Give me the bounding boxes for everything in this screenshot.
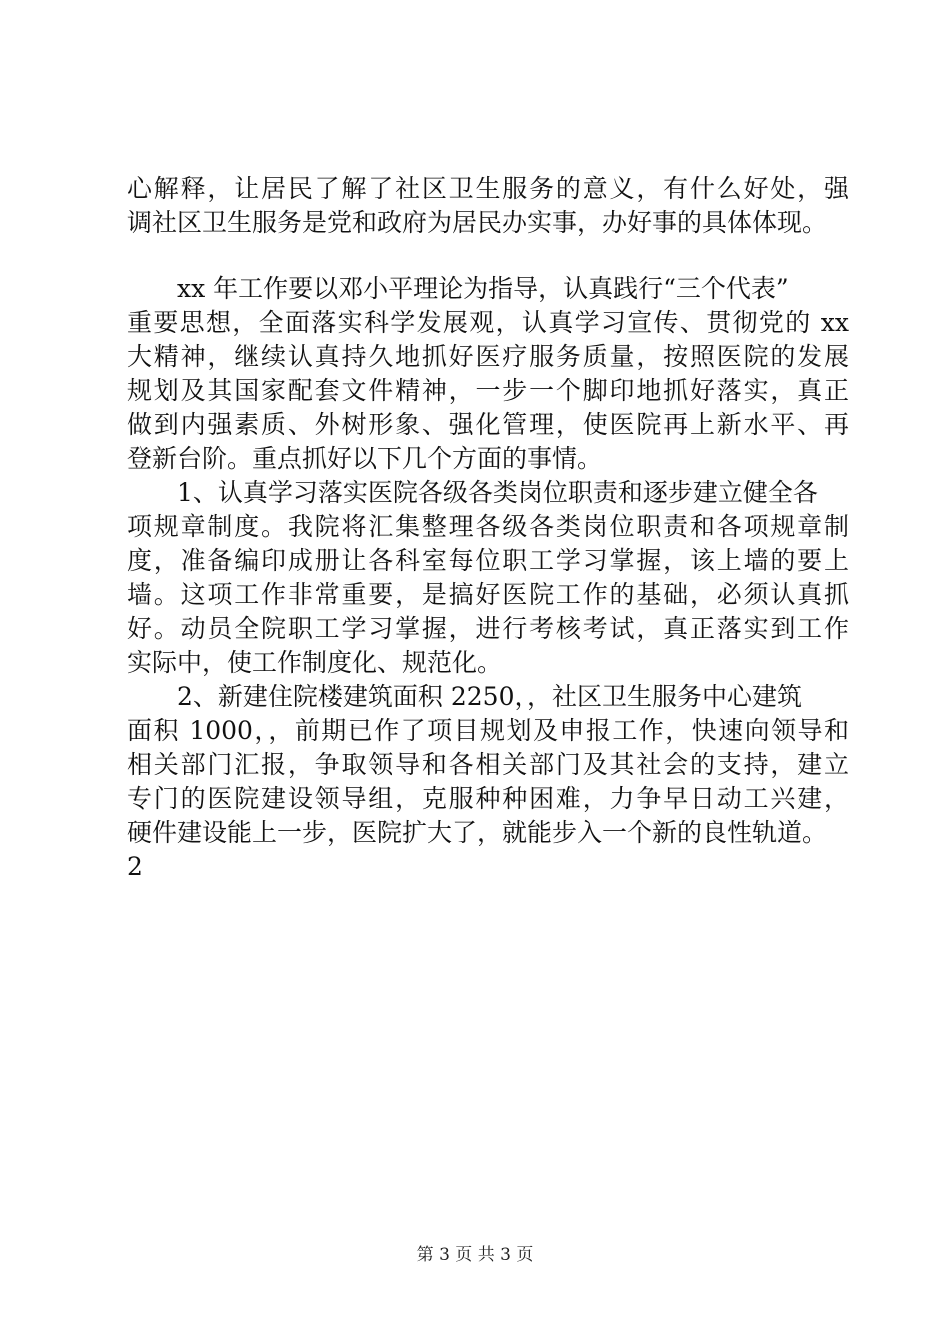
text-line: 硬件建设能上一步，医院扩大了，就能步入一个新的良性轨道。	[127, 818, 828, 847]
paragraph-3	[127, 476, 849, 680]
text-line: 相关部门汇报，争取领导和各相关部门及其社会的支持，建立	[127, 750, 849, 779]
page-footer: 第 3 页 共 3 页	[416, 1245, 534, 1265]
text-line: 规划及其国家配套文件精神，一步一个脚印地抓好落实，真正	[127, 376, 849, 405]
text-line: 度，准备编印成册让各科室每位职工学习掌握，该上墙的要上	[127, 546, 849, 575]
text-line: 2、新建住院楼建筑面积 2250，，社区卫生服务中心建筑	[177, 682, 802, 711]
text-line: 2	[127, 852, 143, 881]
text-line: 专门的医院建设领导组，克服种种困难，力争早日动工兴建，	[127, 784, 849, 813]
text-line: 登新台阶。重点抓好以下几个方面的事情。	[127, 444, 603, 473]
document-body	[127, 172, 849, 884]
paragraph-2	[127, 272, 849, 476]
paragraph-4	[127, 680, 849, 884]
text-line: 重要思想，全面落实科学发展观，认真学习宣传、贯彻党的 xx	[127, 308, 849, 337]
text-line: 实际中，使工作制度化、规范化。	[127, 648, 503, 677]
paragraph-1	[127, 172, 849, 240]
text-line: xx 年工作要以邓小平理论为指导，认真践行“三个代表”	[177, 274, 789, 303]
text-line: 墙。这项工作非常重要，是搞好医院工作的基础，必须认真抓	[127, 580, 849, 609]
text-line: 好。动员全院职工学习掌握，进行考核考试，真正落实到工作	[127, 614, 849, 643]
text-line: 1、认真学习落实医院各级各类岗位职责和逐步建立健全各	[177, 478, 818, 507]
text-line: 面积 1000，，前期已作了项目规划及申报工作，快速向领导和	[127, 716, 849, 745]
text-line: 心解释，让居民了解了社区卫生服务的意义，有什么好处，强	[127, 174, 849, 203]
text-line: 做到内强素质、外树形象、强化管理，使医院再上新水平、再	[127, 410, 849, 439]
paragraph-spacer	[127, 240, 849, 272]
text-line: 大精神，继续认真持久地抓好医疗服务质量，按照医院的发展	[127, 342, 849, 371]
text-line: 项规章制度。我院将汇集整理各级各类岗位职责和各项规章制	[127, 512, 849, 541]
text-line: 调社区卫生服务是党和政府为居民办实事，办好事的具体体现。	[127, 208, 828, 237]
